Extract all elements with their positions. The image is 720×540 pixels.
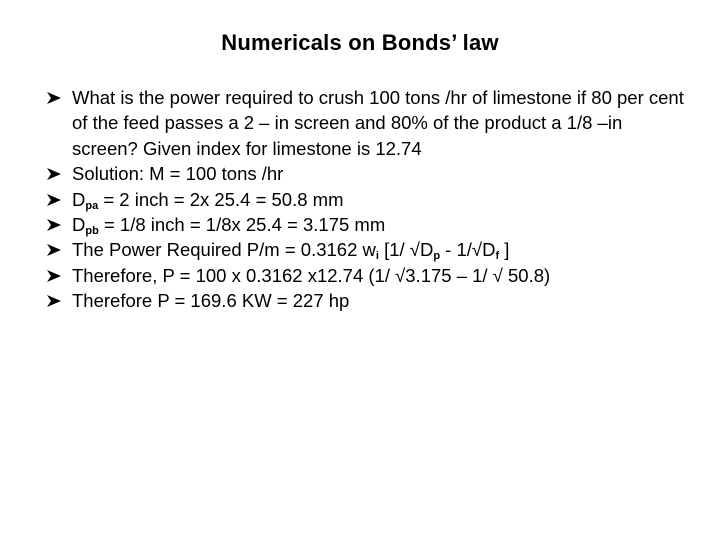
dpa-symbol: D [72, 188, 86, 210]
power-subscript-p: p [433, 250, 441, 263]
power-text-pre: The Power Required P/m = 0.3162 w [72, 239, 376, 261]
arrow-bullet-icon [46, 288, 64, 313]
dpb-symbol: D [72, 214, 86, 236]
bullet-dpa [46, 187, 686, 212]
bullet-therefore-1-text: Therefore, P = 100 x 0.3162 x12.74 (1/ √3.175 – 1/ √ 50.8) [72, 264, 551, 286]
arrow-bullet-icon [46, 237, 64, 262]
bullet-question [46, 85, 686, 161]
bullet-solution-text: Solution: M = 100 tons /hr [72, 163, 284, 185]
power-text-mid2: - 1/√D [440, 239, 496, 261]
bullet-dpb [46, 212, 686, 237]
dpb-subscript: pb [85, 225, 99, 238]
arrow-bullet-icon [46, 85, 64, 110]
power-subscript-i: i [375, 250, 379, 263]
dpa-subscript: pa [85, 199, 99, 212]
bullet-list [46, 85, 686, 314]
bullet-power [46, 237, 686, 262]
arrow-bullet-icon [46, 263, 64, 288]
bullet-therefore-2 [46, 288, 686, 313]
arrow-bullet-icon [46, 187, 64, 212]
bullet-question-text: What is the power required to crush 100 tons /hr of limestone if 80 per cent of the feed passes a 2 – in screen and 80% of the product a 1/8 –in screen? Given index for limestone is 12.74 [72, 87, 684, 159]
arrow-bullet-icon [46, 161, 64, 186]
dpb-text: = 1/8 inch = 1/8x 25.4 = 3.175 mm [98, 214, 386, 236]
power-text-mid: [1/ √D [378, 239, 434, 261]
arrow-bullet-icon [46, 212, 64, 237]
bullet-therefore-2-text: Therefore P = 169.6 KW = 227 hp [72, 290, 350, 312]
bullet-solution [46, 161, 686, 186]
bullet-therefore-1 [46, 263, 686, 288]
dpa-text: = 2 inch = 2x 25.4 = 50.8 mm [98, 188, 344, 210]
power-subscript-f: f [495, 250, 500, 263]
power-text-end: ] [499, 239, 510, 261]
slide-title: Numericals on Bonds’ law [221, 30, 499, 55]
